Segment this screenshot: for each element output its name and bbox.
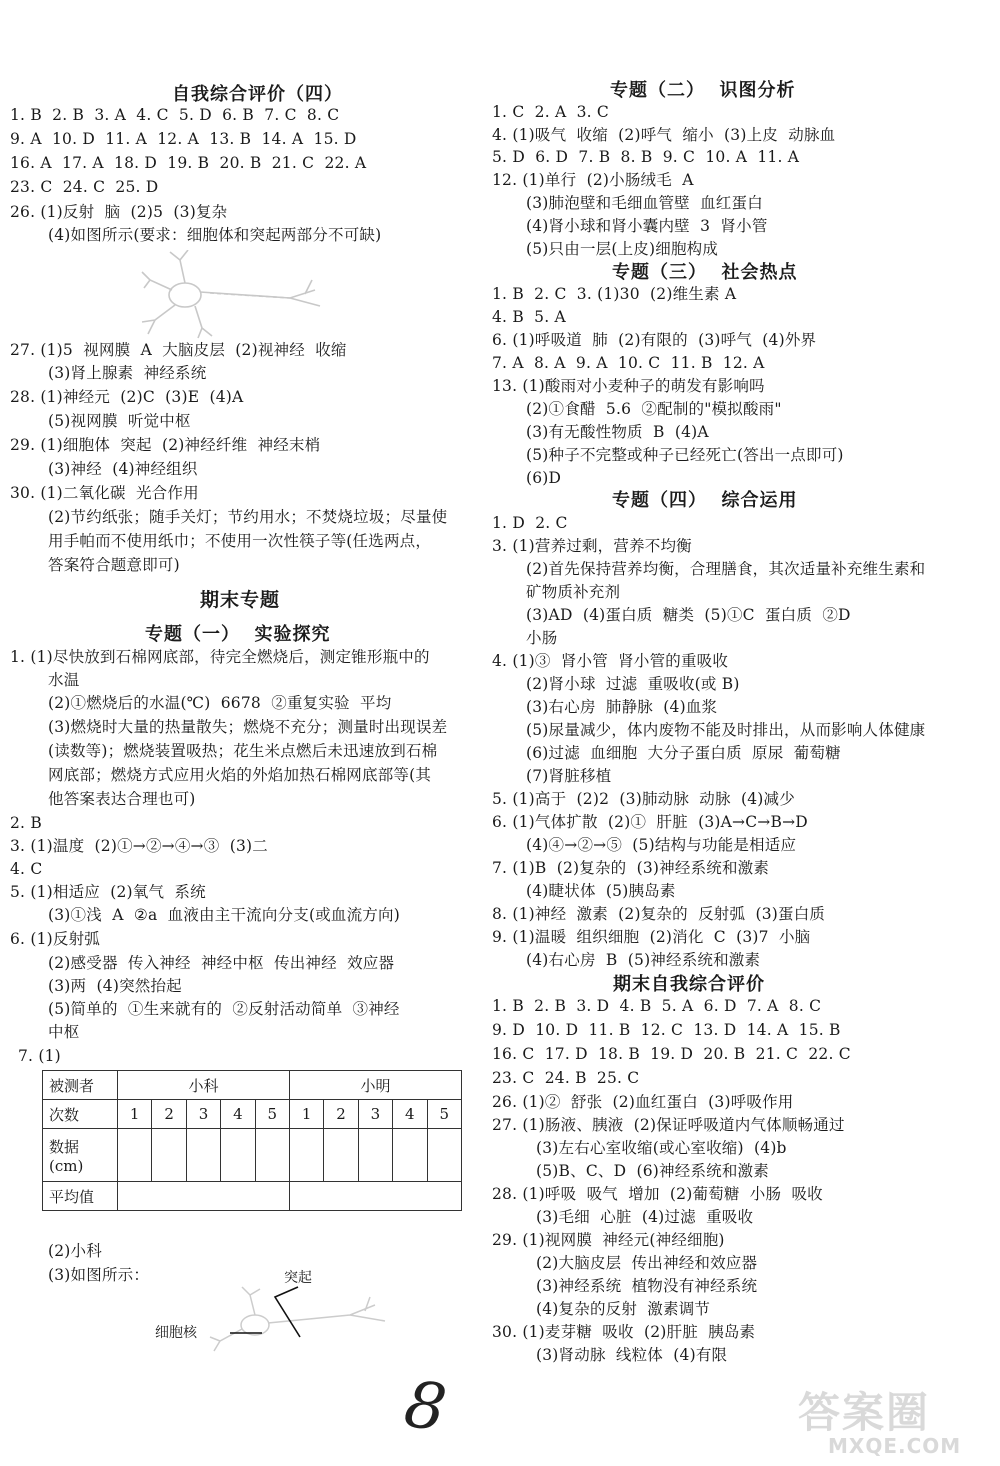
answer-line: 他答案表达合理也可) (48, 790, 196, 808)
answer-line: 16. A 17. A 18. D 19. B 20. B 21. C 22. A (10, 154, 367, 172)
figure-label: 突起 (284, 1270, 312, 1286)
table-cell: 4 (393, 1100, 427, 1129)
section-heading: 自我综合评价（四） (172, 84, 343, 105)
answer-line: (3)AD (4)蛋白质 糖类 (5)①C 蛋白质 ②D (526, 606, 851, 624)
table-cell (289, 1129, 323, 1182)
table-cell: 5 (255, 1100, 289, 1129)
answer-line: 用手帕而不使用纸巾；不使用一次性筷子等(任选两点， (48, 532, 432, 550)
answer-line: (2)①燃烧后的水温(℃) 6678 ②重复实验 平均 (48, 694, 392, 712)
answer-line: (2)①食醋 5.6 ②配制的"模拟酸雨" (526, 400, 782, 418)
answer-line: 7. (1) (18, 1047, 61, 1065)
answer-line: (4)④→②→⑤ (5)结构与功能是相适应 (526, 836, 797, 854)
answer-line: (3)左右心室收缩(或心室收缩) (4)b (536, 1139, 787, 1157)
answer-line: 6. (1)呼吸道 肺 (2)有限的 (3)呼气 (4)外界 (492, 331, 817, 349)
table-cell (118, 1182, 290, 1211)
section-heading: 专题（四） 综合运用 (612, 490, 798, 511)
table-cell: 3 (358, 1100, 392, 1129)
table-cell (186, 1129, 220, 1182)
answer-line: 5. (1)相适应 (2)氧气 系统 (10, 883, 206, 901)
answer-line: 4. B 5. A (492, 308, 566, 326)
answer-line: (4)如图所示(要求：细胞体和突起两部分不可缺) (48, 226, 382, 244)
table-cell: 1 (118, 1100, 152, 1129)
answer-line: 1. B 2. C 3. (1)30 (2)维生素 A (492, 285, 737, 303)
answer-line: 4. C (10, 860, 43, 878)
answer-line: (4)睫状体 (5)胰岛素 (526, 882, 676, 900)
table-cell: 4 (221, 1100, 255, 1129)
answer-line: (2)首先保持营养均衡，合理膳食，其次适量补充维生素和 (526, 560, 926, 578)
answer-line: (2)小科 (48, 1242, 102, 1260)
answer-line: 28. (1)神经元 (2)C (3)E (4)A (10, 388, 244, 406)
answer-line: (3)毛细 心脏 (4)过滤 重吸收 (536, 1208, 754, 1226)
answer-line: (5)视网膜 听觉中枢 (48, 412, 191, 430)
table-header-text: 数据 (49, 1137, 80, 1156)
table-header-cell: 被测者 (43, 1071, 118, 1100)
answer-line: 1. (1)尽快放到石棉网底部，待完全燃烧后，测定锥形瓶中的 (10, 648, 430, 666)
answer-line: 矿物质补充剂 (526, 583, 621, 601)
section-heading: 专题（二） 识图分析 (610, 80, 796, 101)
answer-line: 4. (1)③ 肾小管 肾小管的重吸收 (492, 652, 729, 670)
answer-line: (3)肾动脉 线粒体 (4)有限 (536, 1346, 728, 1364)
answer-line: (3)肺泡壁和毛细血管壁 血红蛋白 (526, 194, 763, 212)
answer-line: 30. (1)二氧化碳 光合作用 (10, 484, 199, 502)
answer-line: 答案符合题意即可) (48, 556, 180, 574)
answer-line: 27. (1)5 视网膜 A 大脑皮层 (2)视神经 收缩 (10, 341, 347, 359)
answer-line: 27. (1)肠液、胰液 (2)保证呼吸道内气体顺畅通过 (492, 1116, 845, 1134)
answer-line: 9. (1)温暖 组织细胞 (2)消化 C (3)7 小脑 (492, 928, 811, 946)
answer-line: (4)肾小球和肾小囊内壁 3 肾小管 (526, 217, 768, 235)
table-header-cell: 次数 (43, 1100, 118, 1129)
answer-line: 小肠 (526, 629, 558, 647)
answer-line: 1. D 2. C (492, 514, 568, 532)
table-header-cell (43, 1129, 118, 1182)
answer-line: 13. (1)酸雨对小麦种子的萌发有影响吗 (492, 377, 765, 395)
table-cell: 1 (289, 1100, 323, 1129)
answer-line: 1. B 2. B 3. A 4. C 5. D 6. B 7. C 8. C (10, 106, 340, 124)
answer-line: (3)如图所示： (48, 1266, 150, 1284)
answer-line: 30. (1)麦芽糖 吸收 (2)肝脏 胰岛素 (492, 1323, 756, 1341)
answer-line: 中枢 (48, 1023, 80, 1041)
answer-line: (7)肾脏移植 (526, 767, 612, 785)
answer-line: (5)尿量减少，体内废物不能及时排出，从而影响人体健康 (526, 721, 926, 739)
section-heading: 专题（一） 实验探究 (145, 624, 331, 645)
section-heading: 专题（三） 社会热点 (612, 262, 798, 283)
table-cell: 2 (324, 1100, 358, 1129)
table-cell (358, 1129, 392, 1182)
answer-line: 7. (1)B (2)复杂的 (3)神经系统和激素 (492, 859, 770, 877)
answer-line: (3)右心房 肺静脉 (4)血浆 (526, 698, 718, 716)
answer-line: 12. (1)单行 (2)小肠绒毛 A (492, 171, 694, 189)
watermark-url: MXQE.COM (828, 1434, 962, 1458)
answer-line: 5. D 6. D 7. B 8. B 9. C 10. A 11. A (492, 148, 800, 166)
section-heading: 期末专题 (200, 589, 281, 611)
answer-line: (3)有无酸性物质 B (4)A (526, 423, 709, 441)
table-cell (393, 1129, 427, 1182)
answer-line: (3)燃烧时大量的热量散失；燃烧不充分；测量时出现误差 (48, 718, 448, 736)
table-cell: 2 (152, 1100, 186, 1129)
answer-line: (6)D (526, 469, 562, 487)
answer-line: 网底部；燃烧方式应用火焰的外焰加热石棉网底部等(其 (48, 766, 432, 784)
answer-line: 4. (1)吸气 收缩 (2)呼气 缩小 (3)上皮 动脉血 (492, 126, 836, 144)
answer-line: (5)只由一层(上皮)细胞构成 (526, 240, 719, 258)
table-cell (221, 1129, 255, 1182)
watermark-text: 答案圈 (798, 1388, 931, 1437)
answer-line: 3. (1)温度 (2)①→②→④→③ (3)二 (10, 837, 268, 855)
answer-line: 9. A 10. D 11. A 12. A 13. B 14. A 15. D (10, 130, 357, 148)
answer-line: (3)①浅 A ②a 血液由主干流向分支(或血流方向) (48, 906, 400, 924)
neuron-figure (140, 250, 340, 340)
table-cell (289, 1182, 461, 1211)
answer-line: 7. A 8. A 9. A 10. C 11. B 12. A (492, 354, 765, 372)
answer-line: (2)肾小球 过滤 重吸收(或 B) (526, 675, 740, 693)
answer-line: (3)神经 (4)神经组织 (48, 460, 198, 478)
answer-line: (2)感受器 传入神经 神经中枢 传出神经 效应器 (48, 954, 395, 972)
table-cell (427, 1129, 461, 1182)
table-cell (152, 1129, 186, 1182)
answer-line: 28. (1)呼吸 吸气 增加 (2)葡萄糖 小肠 吸收 (492, 1185, 823, 1203)
answer-line: 6. (1)反射弧 (10, 930, 100, 948)
watermark (790, 1380, 995, 1462)
answer-line: 16. C 17. D 18. B 19. D 20. B 21. C 22. C (492, 1045, 851, 1063)
neuron-sketch-figure (200, 1285, 400, 1355)
answer-line: 2. B (10, 814, 42, 832)
answer-line: (3)神经系统 植物没有神经系统 (536, 1277, 758, 1295)
table-header-cell: 平均值 (43, 1182, 118, 1211)
answer-line: (2)大脑皮层 传出神经和效应器 (536, 1254, 758, 1272)
page-number: 8 (400, 1367, 451, 1447)
measurement-table (42, 1070, 462, 1211)
answer-line: 29. (1)细胞体 突起 (2)神经纤维 神经末梢 (10, 436, 321, 454)
answer-line: (5)B、C、D (6)神经系统和激素 (536, 1162, 769, 1180)
table-cell (255, 1129, 289, 1182)
answer-line: (3)肾上腺素 神经系统 (48, 364, 207, 382)
answer-line: 6. (1)气体扩散 (2)① 肝脏 (3)A→C→B→D (492, 813, 808, 831)
answer-line: 26. (1)反射 脑 (2)5 (3)复杂 (10, 203, 228, 221)
section-heading: 期末自我综合评价 (613, 974, 765, 995)
table-cell: 3 (186, 1100, 220, 1129)
table-cell (324, 1129, 358, 1182)
answer-line: (3)两 (4)突然抬起 (48, 977, 182, 995)
table-cell: 5 (427, 1100, 461, 1129)
answer-line: (4)复杂的反射 激素调节 (536, 1300, 711, 1318)
answer-line: (6)过滤 血细胞 大分子蛋白质 原尿 葡萄糖 (526, 744, 841, 762)
answer-line: 5. (1)高于 (2)2 (3)肺动脉 动脉 (4)减少 (492, 790, 795, 808)
answer-line: 23. C 24. C 25. D (10, 178, 159, 196)
table-header-cell: 小科 (118, 1071, 290, 1100)
answer-line: (读数等)；燃烧装置吸热；花生米点燃后未迅速放到石棉 (48, 742, 438, 760)
answer-line: 1. C 2. A 3. C (492, 103, 609, 121)
table-cell (118, 1129, 152, 1182)
answer-line: 29. (1)视网膜 神经元(神经细胞) (492, 1231, 725, 1249)
figure-label: 细胞核 (155, 1325, 197, 1341)
answer-line: 水温 (48, 671, 80, 689)
answer-line: (2)节约纸张；随手关灯；节约用水；不焚烧垃圾；尽量使 (48, 508, 448, 526)
answer-line: 3. (1)营养过剩，营养不均衡 (492, 537, 692, 555)
answer-line: (5)种子不完整或种子已经死亡(答出一点即可) (526, 446, 844, 464)
answer-line: (4)右心房 B (5)神经系统和激素 (526, 951, 761, 969)
table-header-cell: 小明 (289, 1071, 461, 1100)
table-header-text: (cm) (49, 1156, 84, 1175)
answer-line: 1. B 2. B 3. D 4. B 5. A 6. D 7. A 8. C (492, 997, 822, 1015)
answer-line: 9. D 10. D 11. B 12. C 13. D 14. A 15. B (492, 1021, 841, 1039)
answer-line: 8. (1)神经 激素 (2)复杂的 反射弧 (3)蛋白质 (492, 905, 826, 923)
answer-line: (5)简单的 ①生来就有的 ②反射活动简单 ③神经 (48, 1000, 400, 1018)
answer-line: 23. C 24. B 25. C (492, 1069, 640, 1087)
answer-line: 26. (1)② 舒张 (2)血红蛋白 (3)呼吸作用 (492, 1093, 794, 1111)
